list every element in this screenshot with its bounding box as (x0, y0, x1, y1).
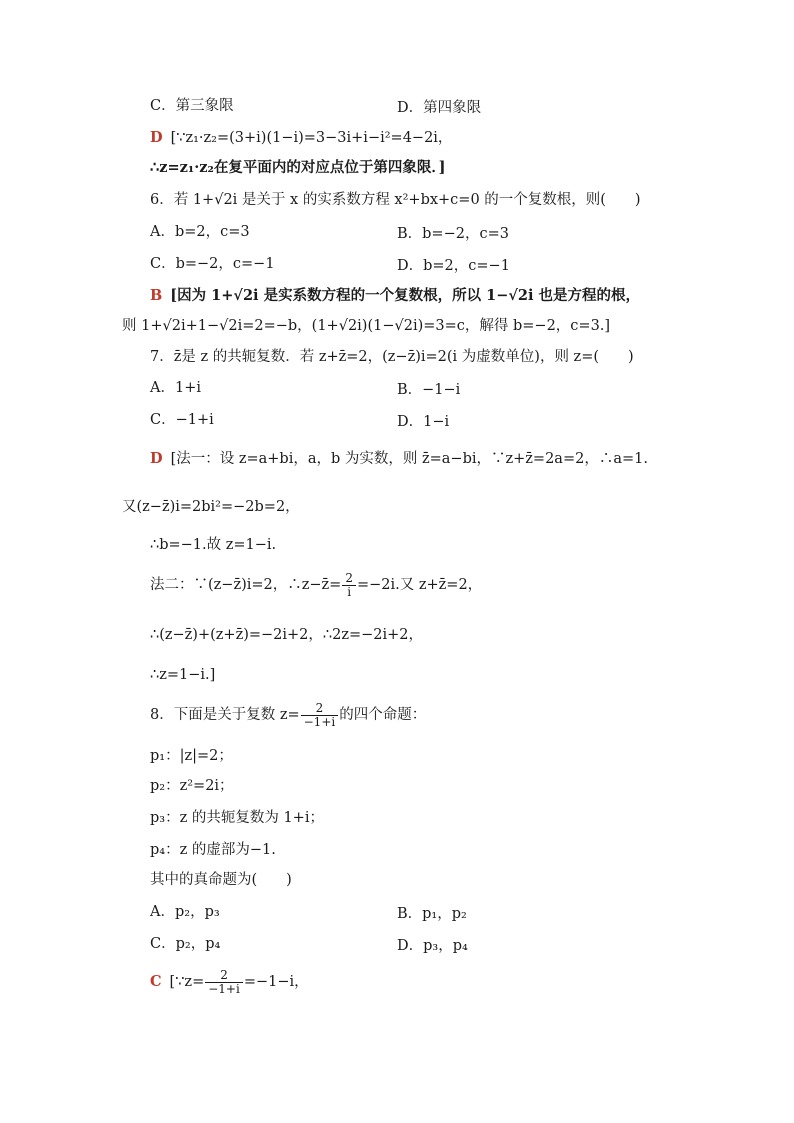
q7-solution-text: [法一：设 z=a+bi，a，b 为实数，则 z̄=a−bi，∵z+z̄=2a=2，∴a=1. (170, 451, 648, 467)
q6-option-d: D．b=2，c=−1 (397, 258, 510, 274)
q6-answer-letter: B (150, 287, 163, 304)
q8-sol-suffix: =−1−i， (243, 974, 309, 990)
q8-option-d: D．p₃，p₄ (397, 938, 468, 954)
q7-solution-line5: ∴(z−z̄)+(z+z̄)=−2i+2，∴2z=−2i+2， (150, 627, 424, 643)
q5-option-d: D．第四象限 (397, 100, 482, 116)
q8-proposition-p4: p₄：z 的虚部为−1. (150, 842, 276, 858)
q7-line4-fraction (342, 572, 356, 599)
q8-stem-numerator: 2 (301, 702, 339, 716)
q6-option-a: A．b=2，c=3 (150, 224, 250, 240)
q6-solution-line1 (150, 286, 640, 306)
q7-option-b: B．−1−i (397, 382, 461, 398)
q8-sol-numerator: 2 (205, 969, 243, 983)
q6-stem: 6．若 1+√2i 是关于 x 的实系数方程 x²+bx+c=0 的一个复数根，则( ) (150, 192, 641, 208)
q7-line4-numerator: 2 (342, 572, 356, 586)
q5-solution-text: [∵z₁·z₂=(3+i)(1−i)=3−3i+i−i²=4−2i， (170, 130, 453, 146)
q7-option-c: C．−1+i (150, 412, 214, 428)
q5-solution-line1 (150, 128, 452, 148)
q7-solution-line4 (150, 568, 482, 602)
q7-solution-line3: ∴b=−1.故 z=1−i. (150, 537, 277, 553)
q7-solution-line1 (150, 449, 648, 469)
q8-solution-line1 (150, 965, 309, 999)
q5-solution-line2: ∴z=z₁·z₂在复平面内的对应点位于第四象限．] (150, 159, 446, 176)
q8-answer-letter: C (150, 973, 162, 990)
q7-line4-denominator: i (347, 584, 352, 599)
q5-answer-letter: D (150, 129, 163, 146)
q8-option-c: C．p₂，p₄ (150, 936, 221, 952)
q6-solution-text: [因为 1+√2i 是实系数方程的一个复数根，所以 1−√2i 也是方程的根， (170, 287, 641, 304)
q6-option-b: B．b=−2，c=3 (397, 226, 509, 242)
q7-option-a: A．1+i (150, 380, 201, 396)
q8-option-a: A．p₂，p₃ (150, 904, 220, 920)
q8-sol-fraction (205, 969, 243, 996)
q8-stem-denominator: −1+i (303, 714, 336, 729)
q8-sol-prefix: [∵z= (169, 974, 205, 990)
q7-solution-line2: 又(z−z̄)i=2bi²=−2b=2， (122, 499, 300, 515)
q7-answer-letter: D (150, 450, 163, 467)
q7-line4-prefix: 法二：∵(z−z̄)i=2，∴z−z̄= (150, 577, 342, 593)
q8-stem-fraction (301, 702, 339, 729)
q7-line4-suffix: =−2i.又 z+z̄=2， (356, 577, 483, 593)
q8-proposition-p1: p₁：|z|=2； (150, 748, 233, 764)
q6-solution-line2: 则 1+√2i+1−√2i=2=−b，(1+√2i)(1−√2i)=3=c，解得 b=−2，c=3.] (122, 318, 611, 334)
q8-stem (150, 698, 426, 732)
q8-proposition-p3: p₃：z 的共轭复数为 1+i； (150, 810, 324, 826)
q7-option-d: D．1−i (397, 414, 450, 430)
q8-stem-suffix: 的四个命题： (339, 707, 427, 723)
q5-option-c: C．第三象限 (150, 98, 234, 114)
q8-ask: 其中的真命题为( ) (150, 872, 292, 888)
q7-stem: 7．z̄是 z 的共轭复数．若 z+z̄=2，(z−z̄)i=2(i 为虚数单位)，则 z=( ) (150, 349, 634, 365)
q6-option-c: C．b=−2，c=−1 (150, 256, 275, 272)
q7-solution-line6: ∴z=1−i.] (150, 667, 216, 683)
q8-sol-denominator: −1+i (208, 981, 240, 996)
q8-stem-prefix: 8．下面是关于复数 z= (150, 707, 300, 723)
q8-option-b: B．p₁，p₂ (397, 906, 467, 922)
q8-proposition-p2: p₂：z²=2i； (150, 778, 234, 794)
